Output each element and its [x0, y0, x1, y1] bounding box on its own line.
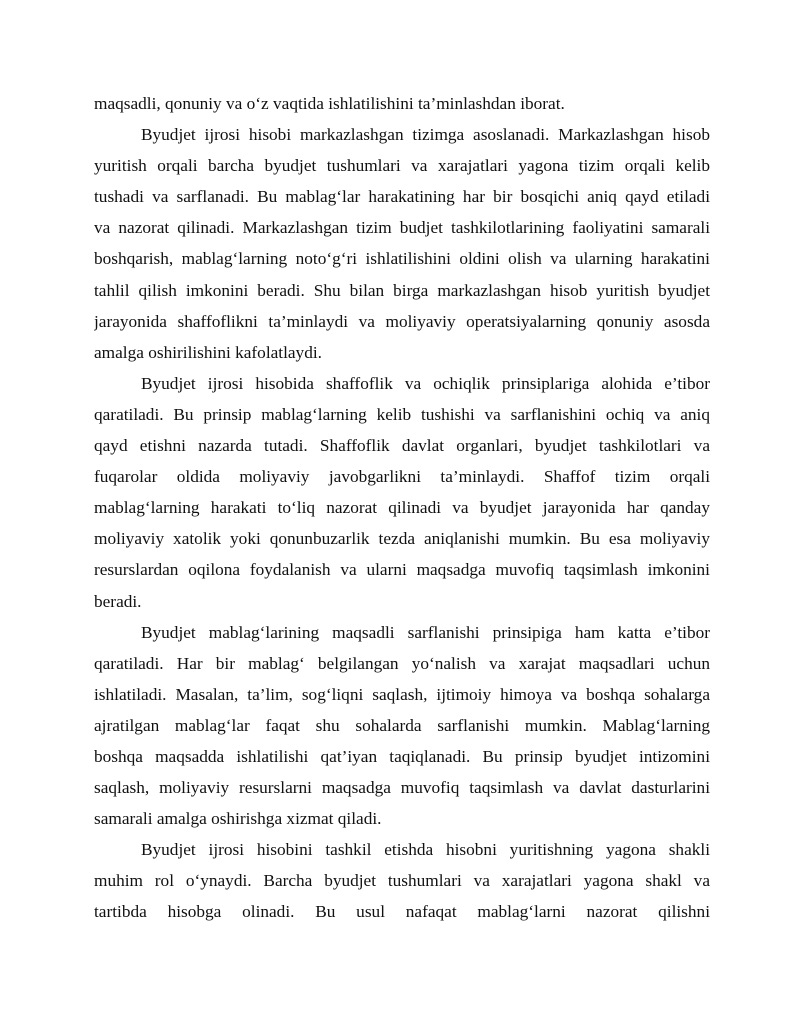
text-line: jarayonida shaffoflikni ta’minlaydi va moliyaviy operatsiyalarning qonuniy asosda — [94, 311, 710, 331]
body-text — [94, 88, 710, 928]
text-line: fuqarolar oldida moliyaviy javobgarlikni ta’minlaydi. Shaffof tizim orqali — [94, 467, 710, 487]
text-line: qaratiladi. Bu prinsip mablag‘larning kelib tushishi va sarflanishini ochiq va aniq — [94, 404, 710, 424]
text-line: qayd etishni nazarda tutadi. Shaffoflik davlat organlari, byudjet tashkilotlari va — [94, 436, 710, 456]
text-line: va nazorat qilinadi. Markazlashgan tizim budjet tashkilotlarining faoliyatini samarali — [94, 218, 710, 238]
text-line: mablag‘larning harakati to‘liq nazorat qilinadi va byudjet jarayonida har qanday — [94, 498, 710, 518]
text-line: tushadi va sarflanadi. Bu mablag‘lar harakatining har bir bosqichi aniq qayd etiladi — [94, 187, 710, 207]
text-line: amalga oshirilishini kafolatlaydi. — [94, 342, 322, 362]
paragraph-first-line: Byudjet ijrosi hisobida shaffoflik va ochiqlik prinsiplariga alohida e’tibor — [141, 373, 710, 393]
text-line: boshqa maqsadda ishlatilishi qat’iyan taqiqlanadi. Bu prinsip byudjet intizomini — [94, 746, 710, 766]
text-line: yuritish orqali barcha byudjet tushumlari va xarajatlari yagona tizim orqali kelib — [94, 156, 710, 176]
paragraph-first-line: Byudjet mablag‘larining maqsadli sarflanishi prinsipiga ham katta e’tibor — [141, 622, 710, 642]
text-line: tahlil qilish imkonini beradi. Shu bilan birga markazlashgan hisob yuritish byudjet — [94, 280, 710, 300]
text-line: resurslardan oqilona foydalanish va ularni maqsadga muvofiq taqsimlash imkonini — [94, 560, 710, 580]
text-line: saqlash, moliyaviy resurslarni maqsadga muvofiq taqsimlash va davlat dasturlarini — [94, 778, 710, 798]
text-line: moliyaviy xatolik yoki qonunbuzarlik tezda aniqlanishi mumkin. Bu esa moliyaviy — [94, 529, 710, 549]
text-line: beradi. — [94, 591, 142, 611]
paragraph-first-line: Byudjet ijrosi hisobi markazlashgan tizimga asoslanadi. Markazlashgan hisob — [141, 125, 710, 145]
text-line: muhim rol o‘ynaydi. Barcha byudjet tushumlari va xarajatlari yagona shakl va — [94, 871, 710, 891]
text-line: ishlatiladi. Masalan, ta’lim, sog‘liqni saqlash, ijtimoiy himoya va boshqa sohalarga — [94, 684, 710, 704]
text-line: boshqarish, mablag‘larning noto‘g‘ri ishlatilishini oldini olish va ularning harakatini — [94, 249, 710, 269]
text-line: samarali amalga oshirishga xizmat qiladi. — [94, 809, 382, 829]
text-line: qaratiladi. Har bir mablag‘ belgilangan yo‘nalish va xarajat maqsadlari uchun — [94, 653, 710, 673]
text-line: maqsadli, qonuniy va o‘z vaqtida ishlatilishini ta’minlashdan iborat. — [94, 94, 565, 113]
text-line: tartibda hisobga olinadi. Bu usul nafaqat mablag‘larni nazorat qilishni — [94, 902, 710, 922]
text-line: ajratilgan mablag‘lar faqat shu sohalarda sarflanishi mumkin. Mablag‘larning — [94, 715, 710, 735]
paragraph-first-line: Byudjet ijrosi hisobini tashkil etishda hisobni yuritishning yagona shakli — [141, 840, 710, 860]
